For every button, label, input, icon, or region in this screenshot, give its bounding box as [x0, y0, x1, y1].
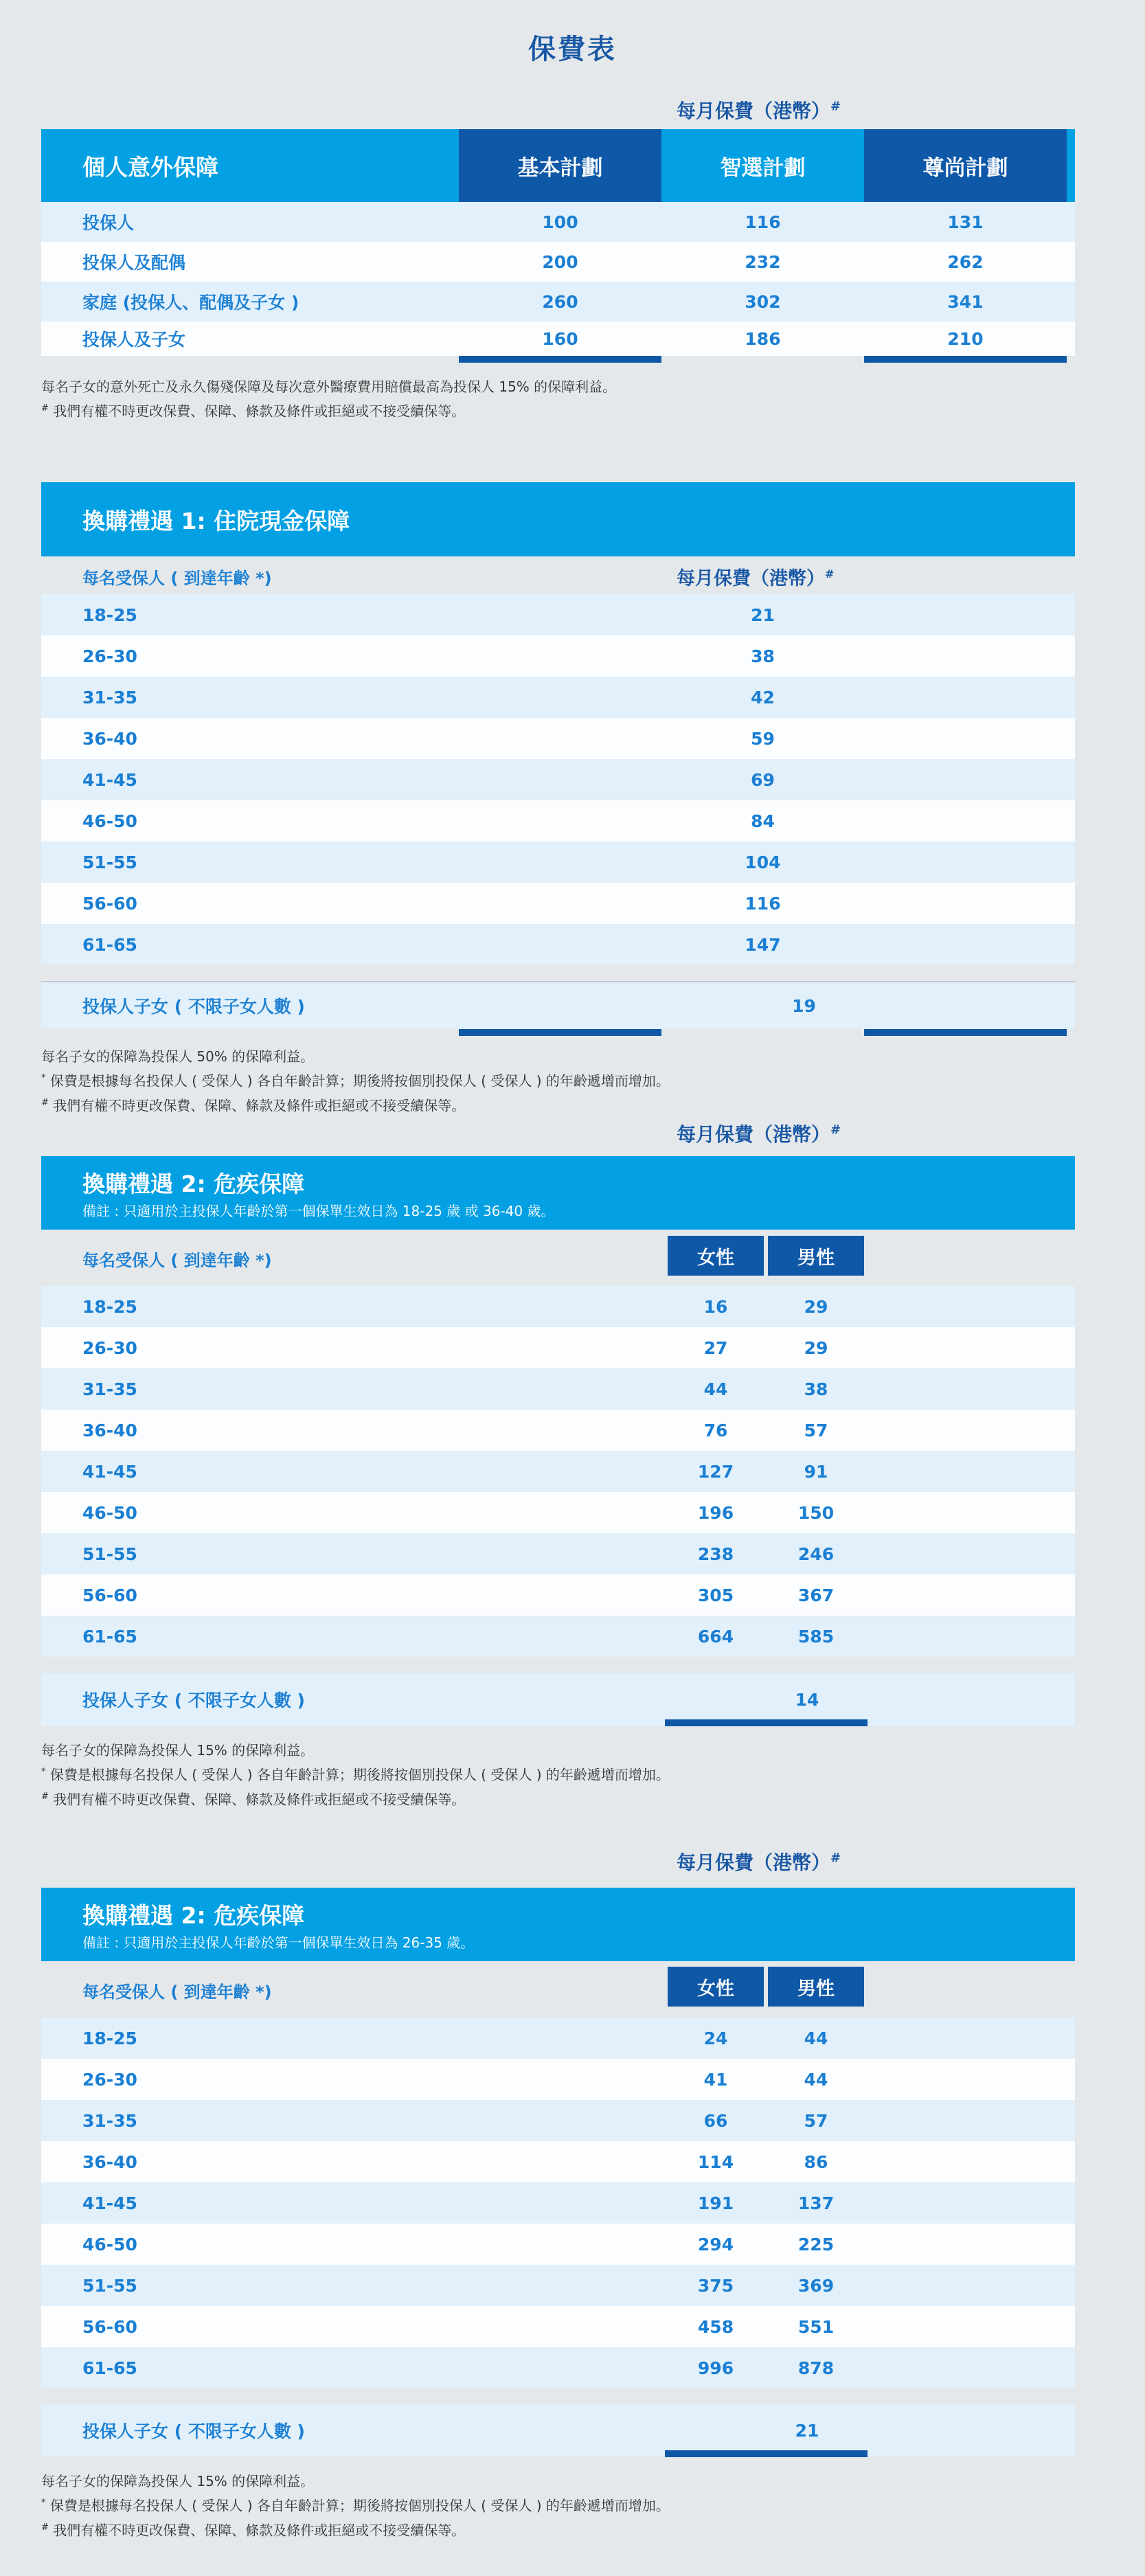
age-label: 51-55 [82, 852, 137, 872]
table1-title: 個人意外保障 [82, 153, 218, 181]
female-value: 375 [697, 2275, 734, 2296]
table4-premium-label: 每月保費（港幣）# [677, 1851, 841, 1874]
table4-age-header: 每名受保人 ( 到達年齡 *) [82, 1982, 272, 2002]
table-row [41, 242, 1075, 282]
plan-value: 131 [947, 212, 984, 232]
table-row [41, 2224, 1075, 2265]
table1-notes: 每名子女的意外死亡及永久傷殘保障及每次意外醫療費用賠償最高為投保人 15% 的保障利益。 # 我們有權不時更改保費、保障、條款及條件或拒絕或不接受續保等。 [41, 379, 617, 420]
table4-notes: 每名子女的保障為投保人 15% 的保障利益。 * 保費是根據每名投保人 ( 受保人 ) 各自年齡計算；期後將按個別投保人 ( 受保人 ) 的年齡遞增而增加。 # 我們有權不時更改保費、保障、條款及條件或拒絕或不接受續保等。 [41, 2473, 670, 2539]
table4-female-header: 女性 [668, 1967, 764, 2007]
table2-bar-basic [459, 1029, 661, 1036]
table-row [41, 677, 1075, 718]
premium-value: 84 [751, 811, 775, 831]
female-value: 294 [697, 2234, 734, 2255]
female-value: 664 [697, 1626, 734, 1647]
table-row [41, 1533, 1075, 1574]
table-row [41, 2182, 1075, 2224]
table-row [41, 2141, 1075, 2182]
plan-value: 210 [947, 328, 984, 349]
age-label: 51-55 [82, 2275, 137, 2296]
table3-premium-label: 每月保費（港幣）# [677, 1122, 841, 1146]
table-row [41, 2100, 1075, 2141]
table3-child-row: 投保人子女 ( 不限子女人數 ) 14 [41, 1673, 1075, 1726]
age-label: 31-35 [82, 687, 137, 708]
female-value: 191 [697, 2193, 734, 2213]
male-value: 91 [804, 1461, 828, 1482]
table3-female-header: 女性 [668, 1236, 764, 1276]
premium-value: 42 [751, 687, 775, 708]
age-label: 26-30 [82, 646, 137, 666]
row-label: 投保人 [82, 213, 135, 233]
age-label: 56-60 [82, 1585, 137, 1605]
age-label: 46-50 [82, 2234, 137, 2255]
table2-premium-header: 每月保費（港幣）# [677, 567, 835, 589]
table-row [41, 800, 1075, 841]
row-label: 投保人及配偶 [82, 253, 186, 273]
plan-value: 100 [542, 212, 578, 232]
female-value: 305 [697, 1585, 734, 1605]
female-value: 27 [703, 1337, 728, 1358]
plan-value: 232 [745, 251, 781, 272]
premium-value: 59 [751, 728, 775, 749]
table-row [41, 2347, 1075, 2388]
table2-notes: 每名子女的保障為投保人 50% 的保障利益。 * 保費是根據每名投保人 ( 受保人 ) 各自年齡計算；期後將按個別投保人 ( 受保人 ) 的年齡遞增而增加。 # 我們有權不時更改保費、保障、條款及條件或拒絕或不接受續保等。 [41, 1048, 670, 1114]
age-label: 41-45 [82, 2193, 137, 2213]
male-value: 57 [804, 1420, 828, 1440]
table-row [41, 2059, 1075, 2100]
table-row [41, 1368, 1075, 1410]
female-value: 458 [697, 2316, 734, 2337]
plan-value: 200 [542, 251, 578, 272]
age-label: 41-45 [82, 769, 137, 790]
age-label: 36-40 [82, 1420, 137, 1440]
age-label: 18-25 [82, 1296, 137, 1317]
age-label: 36-40 [82, 728, 137, 749]
male-value: 585 [797, 1626, 835, 1647]
table4-title-block: 換購禮遇 2: 危疾保障 備註 : 只適用於主投保人年齡於第一個保單生效日為 26-35 歲。 [82, 1902, 475, 1951]
plan-premium-header: 尊尚計劃 [864, 129, 1067, 202]
plan-value: 186 [745, 328, 781, 349]
male-value: 225 [797, 2234, 835, 2255]
female-value: 238 [697, 1544, 734, 1564]
table-row [41, 1327, 1075, 1368]
premium-value: 147 [745, 934, 781, 955]
male-value: 44 [804, 2069, 828, 2090]
table3-bar [665, 1719, 868, 1726]
age-label: 36-40 [82, 2151, 137, 2172]
age-label: 61-65 [82, 2358, 137, 2378]
male-value: 57 [804, 2110, 828, 2131]
table3-notes: 每名子女的保障為投保人 15% 的保障利益。 * 保費是根據每名投保人 ( 受保人 ) 各自年齡計算；期後將按個別投保人 ( 受保人 ) 的年齡遞增而增加。 # 我們有權不時更改保費、保障、條款及條件或拒絕或不接受續保等。 [41, 1742, 670, 1808]
table-row [41, 883, 1075, 924]
table1-bar-premium [864, 356, 1067, 363]
table-row [41, 1492, 1075, 1533]
plan-value: 116 [745, 212, 781, 232]
table3-male-header: 男性 [768, 1236, 864, 1276]
male-value: 29 [804, 1296, 828, 1317]
male-value: 137 [797, 2193, 835, 2213]
table-row [41, 282, 1075, 321]
table2-age-header: 每名受保人 ( 到達年齡 *) [82, 569, 272, 588]
age-label: 61-65 [82, 934, 137, 955]
table-row [41, 594, 1075, 635]
table2-title: 換購禮遇 1: 住院現金保障 [82, 507, 350, 534]
plan-value: 260 [542, 291, 578, 312]
male-value: 38 [804, 1379, 828, 1399]
plan-basic-header: 基本計劃 [459, 129, 661, 202]
age-label: 61-65 [82, 1626, 137, 1647]
table2-bar-premium [864, 1029, 1067, 1036]
table-row [41, 635, 1075, 677]
female-value: 66 [703, 2110, 728, 2131]
female-value: 24 [703, 2028, 728, 2048]
plan-smart-header: 智選計劃 [720, 155, 806, 181]
table-row [41, 759, 1075, 800]
age-label: 31-35 [82, 1379, 137, 1399]
premium-value: 69 [751, 769, 775, 790]
male-value: 86 [804, 2151, 828, 2172]
table-row [41, 841, 1075, 883]
age-label: 56-60 [82, 2316, 137, 2337]
female-value: 41 [703, 2069, 728, 2090]
age-label: 56-60 [82, 893, 137, 914]
table-row [41, 1574, 1075, 1616]
page-title: 保費表 [528, 34, 617, 65]
row-label: 家庭 (投保人、配偶及子女 ) [82, 293, 299, 313]
table3-age-header: 每名受保人 ( 到達年齡 *) [82, 1251, 272, 1270]
age-label: 51-55 [82, 1544, 137, 1564]
table-row [41, 924, 1075, 965]
age-label: 18-25 [82, 605, 137, 625]
female-value: 16 [703, 1296, 728, 1317]
plan-value: 262 [947, 251, 984, 272]
table-row [41, 2306, 1075, 2347]
table-row [41, 321, 1075, 356]
premium-value: 21 [751, 605, 775, 625]
male-value: 369 [797, 2275, 835, 2296]
male-value: 44 [804, 2028, 828, 2048]
female-value: 76 [703, 1420, 728, 1440]
table-row [41, 718, 1075, 759]
male-value: 150 [797, 1502, 835, 1523]
age-label: 26-30 [82, 1337, 137, 1358]
table3-title-block: 換購禮遇 2: 危疾保障 備註 : 只適用於主投保人年齡於第一個保單生效日為 18-25 歲 或 36-40 歲。 [82, 1171, 555, 1219]
plan-value: 302 [745, 291, 781, 312]
table-row [41, 1616, 1075, 1657]
female-value: 114 [697, 2151, 734, 2172]
premium-value: 38 [751, 646, 775, 666]
male-value: 367 [797, 1585, 835, 1605]
male-value: 246 [797, 1544, 835, 1564]
age-label: 31-35 [82, 2110, 137, 2131]
premium-value: 104 [745, 852, 781, 872]
age-label: 46-50 [82, 1502, 137, 1523]
row-label: 投保人及子女 [82, 330, 186, 350]
table-row [41, 2265, 1075, 2306]
plan-value: 341 [947, 291, 984, 312]
age-label: 26-30 [82, 2069, 137, 2090]
male-value: 29 [804, 1337, 828, 1358]
monthly-premium-label: 每月保費（港幣）# [677, 99, 841, 122]
table4-child-row: 投保人子女 ( 不限子女人數 ) 21 [41, 2404, 1075, 2456]
table-row [41, 2018, 1075, 2059]
table4-bar [665, 2450, 868, 2457]
table1-bar-basic [459, 356, 661, 363]
plan-value: 160 [542, 328, 578, 349]
premium-value: 116 [745, 893, 781, 914]
table2-child-row: 投保人子女 ( 不限子女人數 ) 19 [41, 982, 1075, 1029]
table-row [41, 1410, 1075, 1451]
male-value: 551 [797, 2316, 835, 2337]
female-value: 44 [703, 1379, 728, 1399]
female-value: 196 [697, 1502, 734, 1523]
age-label: 41-45 [82, 1461, 137, 1482]
age-label: 18-25 [82, 2028, 137, 2048]
table-row [41, 1286, 1075, 1327]
table4-male-header: 男性 [768, 1967, 864, 2007]
age-label: 46-50 [82, 811, 137, 831]
table-row [41, 1451, 1075, 1492]
table-row [41, 202, 1075, 242]
female-value: 996 [697, 2358, 734, 2378]
male-value: 878 [797, 2358, 835, 2378]
female-value: 127 [697, 1461, 734, 1482]
